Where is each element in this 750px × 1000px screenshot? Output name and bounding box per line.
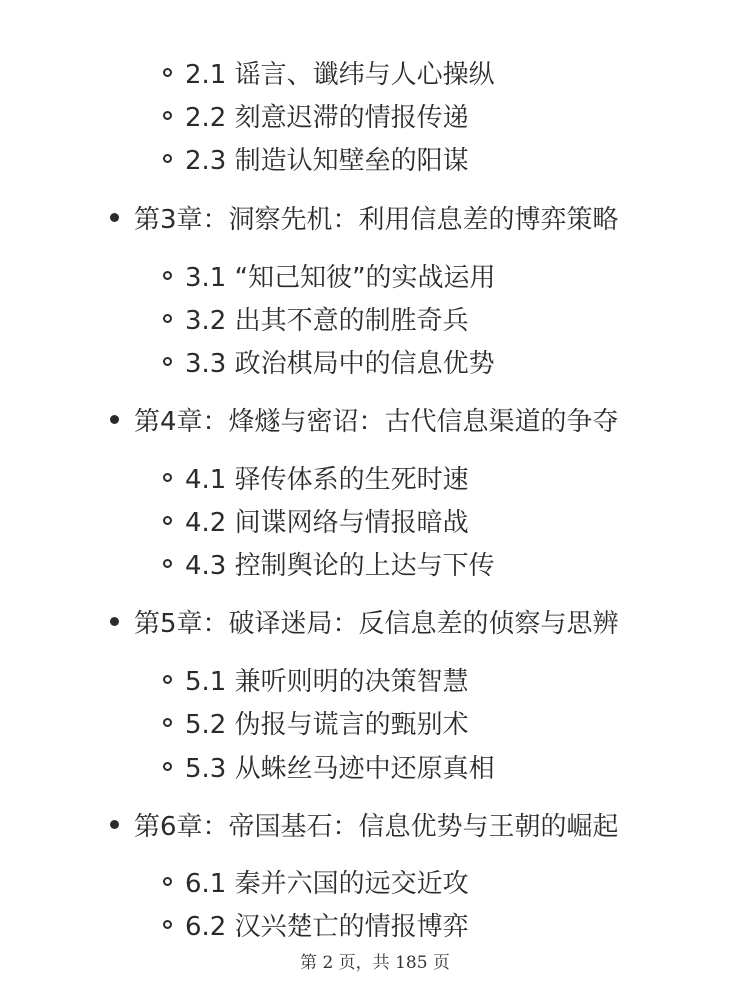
toc-section-label: 2.2 刻意迟滞的情报传递 [185, 102, 469, 133]
toc-section-2-3 [163, 138, 469, 178]
toc-section-label: 5.2 伪报与谎言的甄别术 [185, 709, 469, 740]
hollow-bullet-icon [163, 271, 172, 280]
hollow-bullet-icon [163, 111, 172, 120]
hollow-bullet-icon [163, 718, 172, 727]
page-number: 第 2 页，共 185 页 [300, 953, 450, 973]
toc-section-label: 4.1 驿传体系的生死时速 [185, 464, 469, 495]
toc-section-6-1 [163, 861, 469, 901]
toc-section-3-2 [163, 298, 469, 338]
toc-section-5-2 [163, 702, 469, 742]
hollow-bullet-icon [163, 920, 172, 929]
hollow-bullet-icon [163, 516, 172, 525]
toc-section-label: 4.2 间谍网络与情报暗战 [185, 507, 469, 538]
hollow-bullet-icon [163, 473, 172, 482]
toc-section-3-3 [163, 341, 495, 381]
toc-section-2-1 [163, 52, 495, 92]
toc-chapter-5 [110, 601, 619, 641]
toc-section-label: 3.1 “知己知彼”的实战运用 [185, 262, 496, 293]
toc-section-5-1 [163, 659, 469, 699]
toc-section-4-2 [163, 500, 469, 540]
toc-section-label: 6.2 汉兴楚亡的情报博弈 [185, 911, 469, 942]
solid-bullet-icon [110, 213, 119, 222]
toc-section-label: 2.1 谣言、谶纬与人心操纵 [185, 59, 495, 90]
toc-section-6-2 [163, 904, 469, 944]
toc-chapter-4 [110, 399, 619, 439]
solid-bullet-icon [110, 415, 119, 424]
toc-section-5-3 [163, 746, 495, 786]
toc-chapter-6 [110, 804, 619, 844]
hollow-bullet-icon [163, 559, 172, 568]
toc-section-3-1 [163, 255, 496, 295]
toc-section-2-2 [163, 95, 469, 135]
toc-section-label: 3.2 出其不意的制胜奇兵 [185, 305, 469, 336]
toc-section-label: 4.3 控制舆论的上达与下传 [185, 550, 495, 581]
toc-section-4-3 [163, 543, 495, 583]
hollow-bullet-icon [163, 68, 172, 77]
hollow-bullet-icon [163, 357, 172, 366]
toc-chapter-label: 第5章：破译迷局：反信息差的侦察与思辨 [134, 608, 619, 639]
toc-chapter-label: 第6章：帝国基石：信息优势与王朝的崛起 [134, 811, 619, 842]
toc-section-label: 6.1 秦并六国的远交近攻 [185, 868, 469, 899]
hollow-bullet-icon [163, 877, 172, 886]
toc-section-label: 2.3 制造认知壁垒的阳谋 [185, 145, 469, 176]
toc-section-label: 5.3 从蛛丝马迹中还原真相 [185, 753, 495, 784]
toc-section-4-1 [163, 457, 469, 497]
hollow-bullet-icon [163, 314, 172, 323]
hollow-bullet-icon [163, 154, 172, 163]
toc-section-label: 5.1 兼听则明的决策智慧 [185, 666, 469, 697]
toc-chapter-label: 第4章：烽燧与密诏：古代信息渠道的争夺 [134, 406, 619, 437]
toc-section-label: 3.3 政治棋局中的信息优势 [185, 348, 495, 379]
solid-bullet-icon [110, 820, 119, 829]
hollow-bullet-icon [163, 675, 172, 684]
toc-chapter-3 [110, 197, 619, 237]
solid-bullet-icon [110, 617, 119, 626]
hollow-bullet-icon [163, 762, 172, 771]
toc-chapter-label: 第3章：洞察先机：利用信息差的博弈策略 [134, 204, 619, 235]
